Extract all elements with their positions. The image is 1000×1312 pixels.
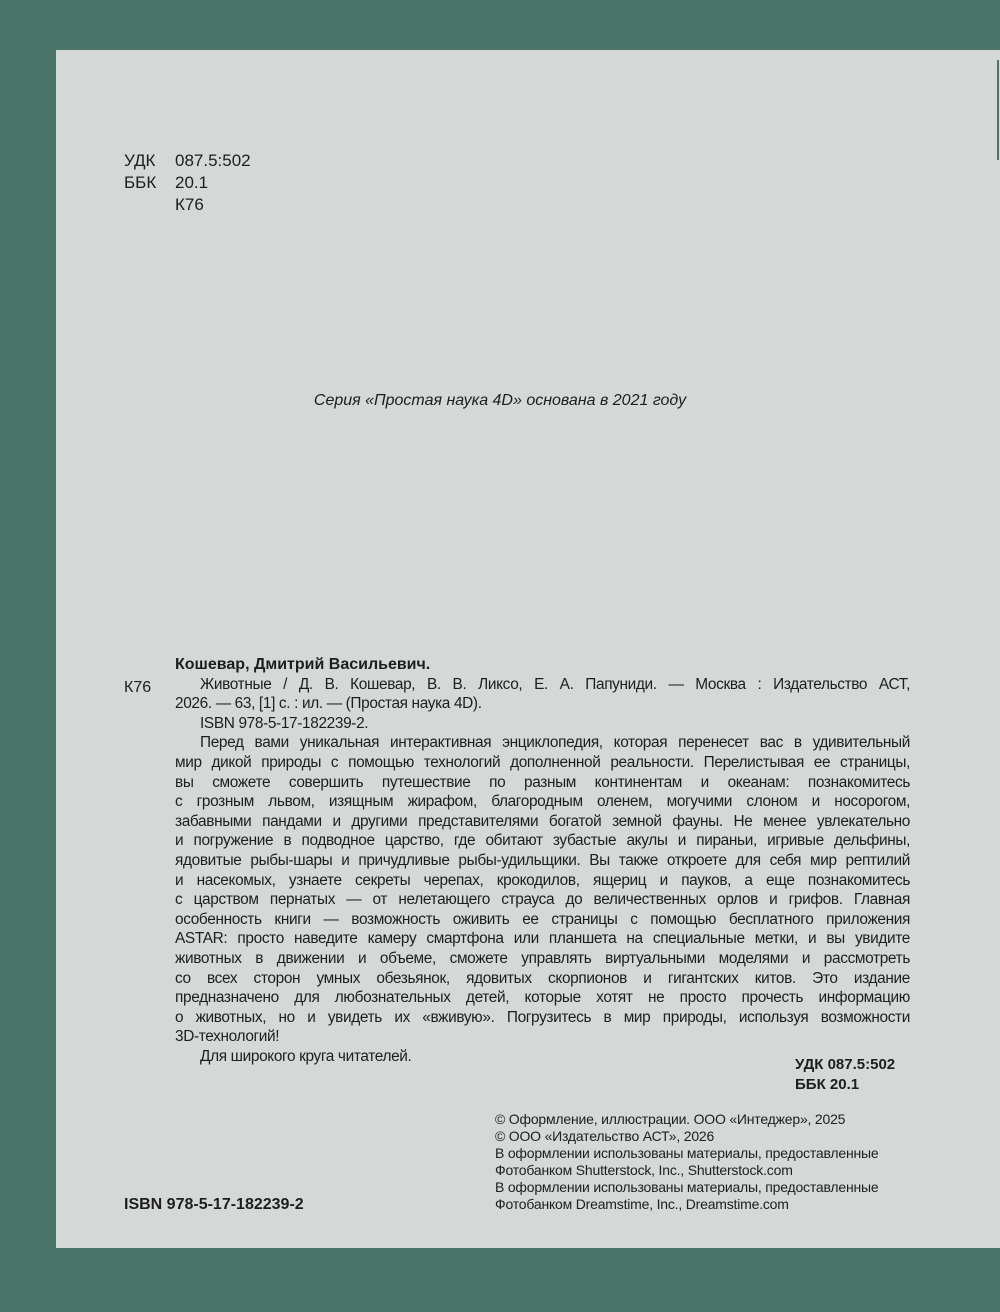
annotation-line: со всех сторон умных обезьянок, ядовитых скорпионов и гигантских китов. Это издание bbox=[175, 969, 910, 987]
classification-block bbox=[124, 150, 251, 216]
bbk-value: 20.1 bbox=[175, 173, 209, 192]
copyright-block bbox=[495, 1111, 878, 1213]
copyright-line: © ООО «Издательство АСТ», 2026 bbox=[495, 1128, 715, 1144]
copyright-line: В оформлении использованы материалы, предоставленные bbox=[495, 1145, 879, 1161]
record-author-mark: К76 bbox=[124, 679, 152, 696]
copyright-line: В оформлении использованы материалы, предоставленные bbox=[495, 1179, 879, 1195]
annotation-line: предназначено для любознательных детей, которые хотят не просто прочесть информацию bbox=[175, 989, 910, 1007]
annotation-line: с царством пернатых — от нелетающего страуса до величественных орлов и грифов. Главная bbox=[175, 891, 910, 909]
annotation-line: особенность книги — возможность оживить ее страницы с помощью бесплатного приложения bbox=[175, 910, 910, 928]
annotation-line: 3D-технологий! bbox=[175, 1028, 280, 1046]
annotation-line: вы сможете совершить путешествие по разным континентам и океанам: познакомитесь bbox=[175, 773, 910, 791]
copyright-line: Фотобанком Dreamstime, Inc., Dreamstime.com bbox=[495, 1196, 789, 1212]
record-isbn: ISBN 978-5-17-182239-2. bbox=[200, 714, 369, 732]
record-bbk: ББК 20.1 bbox=[795, 1076, 860, 1093]
series-note: Серия «Простая наука 4D» основана в 2021 году bbox=[313, 392, 687, 409]
page-edge-line bbox=[997, 60, 999, 160]
bibliographic-record bbox=[175, 655, 910, 1066]
record-title-line: Животные / Д. В. Кошевар, В. В. Ликсо, Е. А. Папуниди. — Москва : Издательство АСТ, bbox=[200, 675, 910, 693]
audience-note: Для широкого круга читателей. bbox=[200, 1047, 412, 1065]
author-mark: К76 bbox=[175, 195, 204, 214]
annotation-line: ASTAR: просто наведите камеру смартфона или планшета на специальные метки, и вы увидите bbox=[175, 930, 910, 948]
record-title-line: 2026. — 63, [1] с. : ил. — (Простая наука 4D). bbox=[175, 695, 482, 713]
annotation-line: с грозным львом, изящным жирафом, благородным оленем, могучими слоном и носорогом, bbox=[175, 793, 910, 811]
udk-label: УДК bbox=[124, 151, 156, 170]
annotation-line: о животных, но и увидеть их «вживую». Погрузитесь в мир природы, используя возможности bbox=[175, 1008, 910, 1026]
copyright-line: © Оформление, иллюстрации. ООО «Интеджер», 2025 bbox=[495, 1111, 846, 1127]
udk-value: 087.5:502 bbox=[175, 151, 251, 170]
annotation-line: забавными пандами и другими представителями богатой земной фауны. Не менее увлекательно bbox=[175, 812, 910, 830]
record-udk: УДК 087.5:502 bbox=[795, 1056, 896, 1073]
isbn-footer: ISBN 978-5-17-182239-2 bbox=[124, 1196, 304, 1213]
annotation-line: ядовитые рыбы-шары и причудливые рыбы-удильщики. Вы также откроете для себя мир рептилий bbox=[175, 851, 910, 869]
bbk-label: ББК bbox=[124, 173, 157, 192]
annotation-line: и погружение в подводное царство, где обитают зубастые акулы и пираньи, игривые дельфины, bbox=[175, 832, 910, 850]
annotation-line: Перед вами уникальная интерактивная энциклопедия, которая перенесет вас в удивительный bbox=[200, 734, 910, 752]
copyright-line: Фотобанком Shutterstock, Inc., Shutterstock.com bbox=[495, 1162, 793, 1178]
annotation-line: и насекомых, узнаете секреты черепах, крокодилов, ящериц и пауков, а еще познакомитесь bbox=[175, 871, 910, 889]
annotation-line: животных в движении и объеме, сможете управлять виртуальными моделями и рассмотреть bbox=[175, 949, 910, 967]
annotation-line: мир дикой природы с помощью технологий дополненной реальности. Перелистывая ее страницы, bbox=[175, 753, 910, 771]
record-author: Кошевар, Дмитрий Васильевич. bbox=[175, 656, 431, 673]
